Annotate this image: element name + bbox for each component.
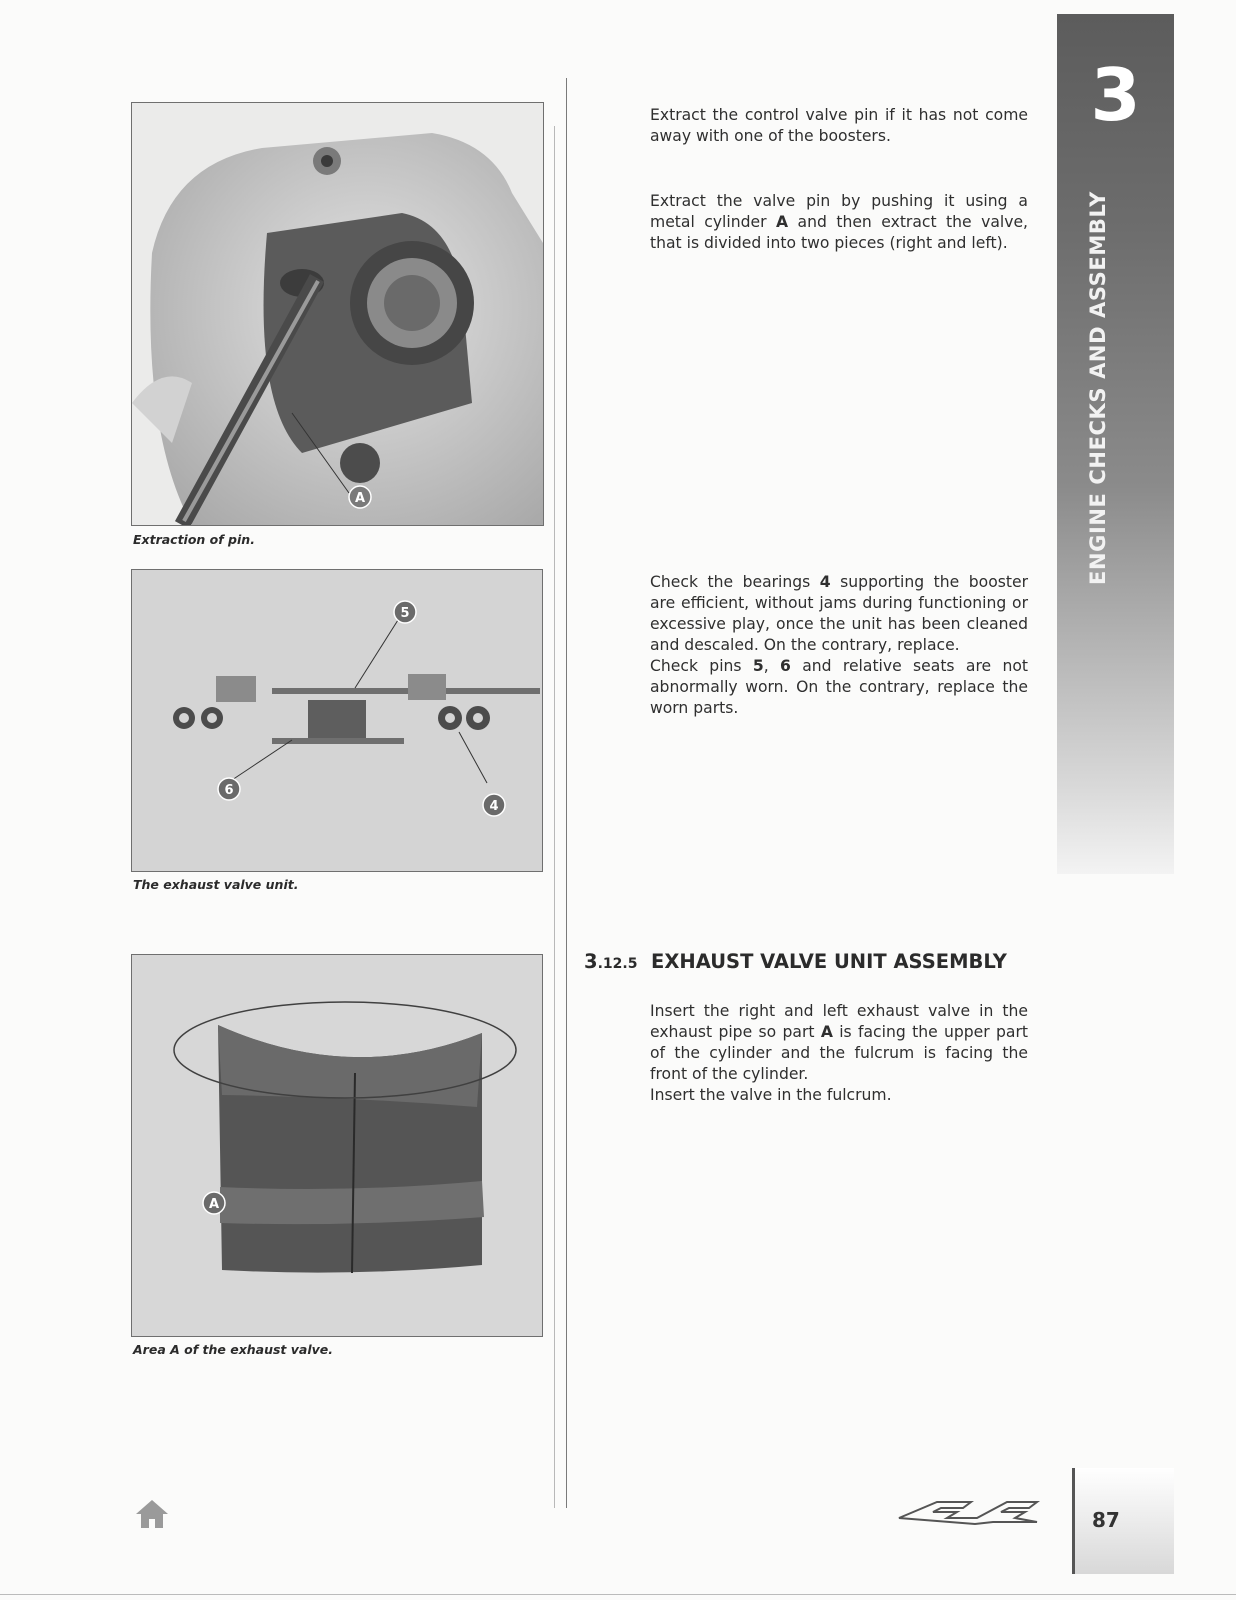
figure-label-5: 5: [400, 606, 410, 621]
home-icon[interactable]: [134, 1498, 170, 1534]
figure-exhaust-valve-unit: [131, 569, 543, 872]
figure-caption: Extraction of pin.: [133, 532, 255, 547]
page-number-box: [1074, 1468, 1174, 1574]
paragraph-insert-valve: Insert the right and left exhaust valve in the exhaust pipe so part A is facing the upper part of the cylinder and the fulcrum is facing the front of the cylinder. Insert the valve in the fulcrum.: [650, 1002, 1028, 1104]
figure-label-a: A: [354, 491, 366, 506]
column-divider: [554, 126, 555, 1508]
figure-extraction-of-pin: [131, 102, 544, 526]
rr-logo-icon: [897, 1498, 1042, 1532]
chapter-number: 3: [1090, 53, 1141, 137]
bottom-rule: [0, 1594, 1236, 1595]
paragraph-extract-valve-pin: Extract the valve pin by pushing it using a metal cylinder A and then extract the valve, that is divided into two pieces (right and left).: [650, 192, 1029, 252]
page-number-bar: [1072, 1468, 1075, 1574]
page-number: 87: [1092, 1508, 1120, 1532]
figure-label-4: 4: [489, 799, 499, 814]
paragraph-check-bearings: Check the bearings 4 supporting the booster are efficient, without jams during functioning or excessive play, once the unit has been cleaned and descaled. On the contrary, replace. Check pins 5, 6 and relative seats are not abnormally worn. On the contrary, replace the worn parts.: [650, 573, 1028, 717]
figure-area-a-exhaust-valve: [131, 954, 543, 1337]
column-divider: [566, 78, 567, 1508]
section-title: EXHAUST VALVE UNIT ASSEMBLY: [651, 950, 1007, 973]
figure-label-a: A: [208, 1197, 220, 1212]
section-heading: 3.12.5 EXHAUST VALVE UNIT ASSEMBLY: [584, 950, 1007, 973]
figure-caption: The exhaust valve unit.: [133, 877, 299, 892]
chapter-title: ENGINE CHECKS AND ASSEMBLY: [1086, 191, 1110, 585]
figure-label-6: 6: [224, 783, 234, 798]
figure-caption: Area A of the exhaust valve.: [133, 1342, 333, 1357]
paragraph-extract-control-valve-pin: Extract the control valve pin if it has not come away with one of the boosters.: [650, 106, 1028, 145]
